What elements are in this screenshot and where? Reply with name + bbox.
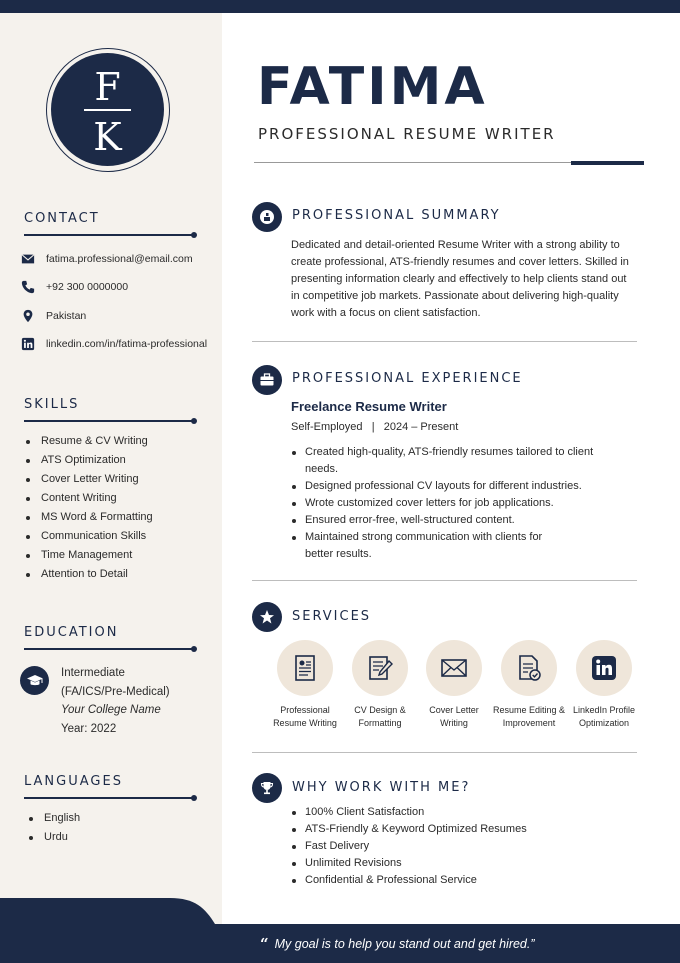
skills-divider xyxy=(24,420,194,422)
phone-text: +92 300 0000000 xyxy=(46,281,129,293)
location-pin-icon xyxy=(21,309,35,323)
skill-item: Cover Letter Writing xyxy=(26,470,153,489)
envelope-icon xyxy=(21,252,35,266)
service-label-line2: Optimization xyxy=(578,718,630,728)
linkedin-icon xyxy=(589,653,619,683)
languages-list xyxy=(29,809,80,847)
contact-phone[interactable] xyxy=(21,280,128,294)
degree-line1: Intermediate xyxy=(61,667,125,679)
skills-list xyxy=(26,432,153,584)
service-label-line2: Resume Writing xyxy=(273,718,337,728)
language-item: Urdu xyxy=(29,828,80,847)
monogram-bottom-letter: K xyxy=(93,115,122,159)
edit-document-icon xyxy=(365,653,395,683)
list-item: Created high-quality, ATS-friendly resumes tailored to client needs. xyxy=(292,444,612,478)
service-label-line1: LinkedIn Profile xyxy=(572,705,636,715)
resume-document-icon xyxy=(290,653,320,683)
briefcase-icon xyxy=(252,365,282,395)
top-bar xyxy=(0,0,680,13)
monogram xyxy=(46,48,170,172)
service-label-line1: CV Design & xyxy=(354,705,406,715)
degree-line2: (FA/ICS/Pre-Medical) xyxy=(61,685,170,698)
footer-wave xyxy=(0,898,222,963)
skill-item: Resume & CV Writing xyxy=(26,432,153,451)
contact-divider xyxy=(24,234,194,236)
skill-item: Content Writing xyxy=(26,489,153,508)
contact-email[interactable] xyxy=(21,252,193,266)
job-role: PROFESSIONAL RESUME WRITER xyxy=(258,125,556,143)
main-content xyxy=(222,13,680,963)
education-year: Year: 2022 xyxy=(61,722,117,735)
service-label-line1: Cover Letter xyxy=(429,705,479,715)
service-label-line2: Formatting xyxy=(358,718,402,728)
experience-bullets xyxy=(292,444,612,563)
why-heading: WHY WORK WITH ME? xyxy=(292,780,471,795)
education-divider xyxy=(24,648,194,650)
list-item: Wrote customized cover letters for job applications. xyxy=(292,495,612,512)
star-icon xyxy=(252,602,282,632)
list-item: ATS-Friendly & Keyword Optimized Resumes xyxy=(292,821,632,838)
list-item: Maintained strong communication with clients for better results. xyxy=(292,529,547,563)
section-divider xyxy=(252,752,637,753)
page-title: FATIMA xyxy=(257,57,488,117)
list-item: Fast Delivery xyxy=(292,838,632,855)
skill-item: Communication Skills xyxy=(26,527,153,546)
graduation-cap-icon xyxy=(20,666,49,695)
linkedin-icon xyxy=(21,337,35,351)
service-item xyxy=(414,640,494,730)
summary-heading: PROFESSIONAL SUMMARY xyxy=(292,208,501,223)
service-label-line1: Professional xyxy=(280,705,330,715)
list-item: Ensured error-free, well-structured content. xyxy=(292,512,612,529)
service-label-line2: Writing xyxy=(440,718,468,728)
location-text: Pakistan xyxy=(46,310,87,322)
languages-heading: LANGUAGES xyxy=(24,774,123,789)
service-item xyxy=(265,640,345,730)
monogram-divider xyxy=(84,109,131,111)
list-item: Unlimited Revisions xyxy=(292,855,632,872)
languages-divider xyxy=(24,797,194,799)
email-text: fatima.professional@email.com xyxy=(46,253,193,265)
education-entry xyxy=(61,664,170,738)
skill-item: MS Word & Formatting xyxy=(26,508,153,527)
experience-heading: PROFESSIONAL EXPERIENCE xyxy=(292,371,523,386)
section-divider xyxy=(252,341,637,342)
skill-item: Attention to Detail xyxy=(26,565,153,584)
skill-item: ATS Optimization xyxy=(26,451,153,470)
summary-icon xyxy=(252,202,282,232)
footer-quote: My goal is to help you stand out and get hired.” xyxy=(274,936,535,951)
service-label-line1: Resume Editing & xyxy=(492,705,566,715)
contact-location xyxy=(21,309,86,323)
footer-quote-bar xyxy=(215,924,680,963)
quote-icon: “ xyxy=(260,934,269,953)
list-item: Confidential & Professional Service xyxy=(292,872,632,889)
envelope-icon xyxy=(439,653,469,683)
job-title: Freelance Resume Writer xyxy=(291,399,447,414)
education-heading: EDUCATION xyxy=(24,625,119,640)
list-item: 100% Client Satisfaction xyxy=(292,804,632,821)
linkedin-text: linkedin.com/in/fatima-professional xyxy=(46,338,208,350)
contact-heading: CONTACT xyxy=(24,211,100,226)
contact-linkedin[interactable] xyxy=(21,337,207,351)
why-bullets xyxy=(292,804,632,889)
skills-heading: SKILLS xyxy=(24,397,80,412)
document-check-icon xyxy=(514,653,544,683)
services-heading: SERVICES xyxy=(292,609,372,624)
language-item: English xyxy=(29,809,80,828)
skill-item: Time Management xyxy=(26,546,153,565)
trophy-icon xyxy=(252,773,282,803)
phone-icon xyxy=(21,280,35,294)
service-item xyxy=(340,640,420,730)
service-item xyxy=(489,640,569,730)
summary-text: Dedicated and detail-oriented Resume Writer with a strong ability to create professional, ATS-friendly resumes and cover letters. Skilled in presenting information clearly and effectively to help clients stand out in competitive job markets. Passionate about delivering high-quality work with a focus on client satisfaction. xyxy=(291,239,629,319)
monogram-top-letter: F xyxy=(94,65,121,109)
job-meta: Self-Employed | 2024 – Present xyxy=(291,421,459,433)
school-name: Your College Name xyxy=(61,704,161,716)
header-divider-accent xyxy=(571,161,644,165)
service-item xyxy=(564,640,644,730)
section-divider xyxy=(252,580,637,581)
service-label-line2: Improvement xyxy=(502,718,556,728)
list-item: Designed professional CV layouts for different industries. xyxy=(292,478,612,495)
